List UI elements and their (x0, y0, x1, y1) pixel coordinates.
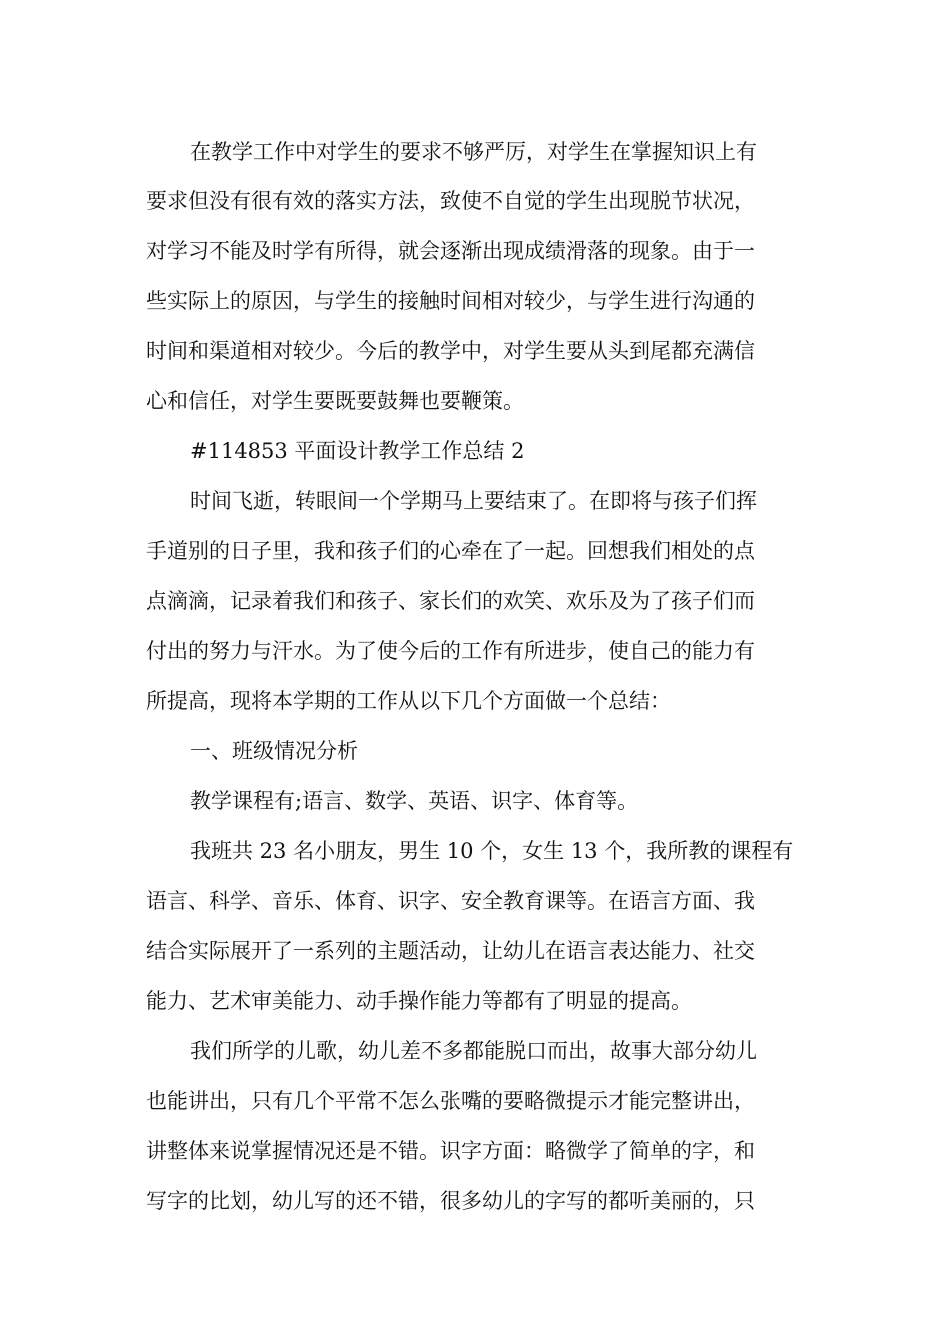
section-title: #114853 平面设计教学工作总结 2 (190, 439, 525, 463)
paragraph-4-line-3: 结合实际展开了一系列的主题活动，让幼儿在语言表达能力、社交 (146, 939, 755, 963)
paragraph-5-line-3: 讲整体来说掌握情况还是不错。识字方面：略微学了简单的字，和 (146, 1139, 755, 1163)
subsection-heading: 一、班级情况分析 (190, 739, 358, 763)
paragraph-1-line-6: 心和信任，对学生要既要鼓舞也要鞭策。 (146, 389, 524, 413)
paragraph-2-line-4: 付出的努力与汗水。为了使今后的工作有所进步，使自己的能力有 (146, 639, 755, 663)
paragraph-1-line-4: 些实际上的原因，与学生的接触时间相对较少，与学生进行沟通的 (146, 289, 755, 313)
paragraph-2-line-1: 时间飞逝，转眼间一个学期马上要结束了。在即将与孩子们挥 (190, 489, 757, 513)
paragraph-2-line-2: 手道别的日子里，我和孩子们的心牵在了一起。回想我们相处的点 (146, 539, 755, 563)
paragraph-1-line-1: 在教学工作中对学生的要求不够严厉，对学生在掌握知识上有 (190, 140, 757, 164)
paragraph-5-line-1: 我们所学的儿歌，幼儿差不多都能脱口而出，故事大部分幼儿 (190, 1039, 757, 1063)
paragraph-4-line-2: 语言、科学、音乐、体育、识字、安全教育课等。在语言方面、我 (146, 889, 755, 913)
paragraph-2-line-5: 所提高，现将本学期的工作从以下几个方面做一个总结： (146, 689, 671, 713)
paragraph-5-line-4: 写字的比划，幼儿写的还不错，很多幼儿的字写的都听美丽的，只 (146, 1189, 755, 1213)
paragraph-4-line-4: 能力、艺术审美能力、动手操作能力等都有了明显的提高。 (146, 989, 692, 1013)
paragraph-3-line-1: 教学课程有;语言、数学、英语、识字、体育等。 (190, 789, 639, 813)
paragraph-2-line-3: 点滴滴，记录着我们和孩子、家长们的欢笑、欢乐及为了孩子们而 (146, 589, 755, 613)
paragraph-1-line-5: 时间和渠道相对较少。今后的教学中，对学生要从头到尾都充满信 (146, 339, 755, 363)
paragraph-5-line-2: 也能讲出，只有几个平常不怎么张嘴的要略微提示才能完整讲出， (146, 1089, 755, 1113)
paragraph-4-line-1: 我班共 23 名小朋友，男生 10 个，女生 13 个，我所教的课程有 (190, 839, 794, 863)
paragraph-1-line-2: 要求但没有很有效的落实方法，致使不自觉的学生出现脱节状况， (146, 189, 755, 213)
paragraph-1-line-3: 对学习不能及时学有所得，就会逐渐出现成绩滑落的现象。由于一 (146, 239, 755, 263)
